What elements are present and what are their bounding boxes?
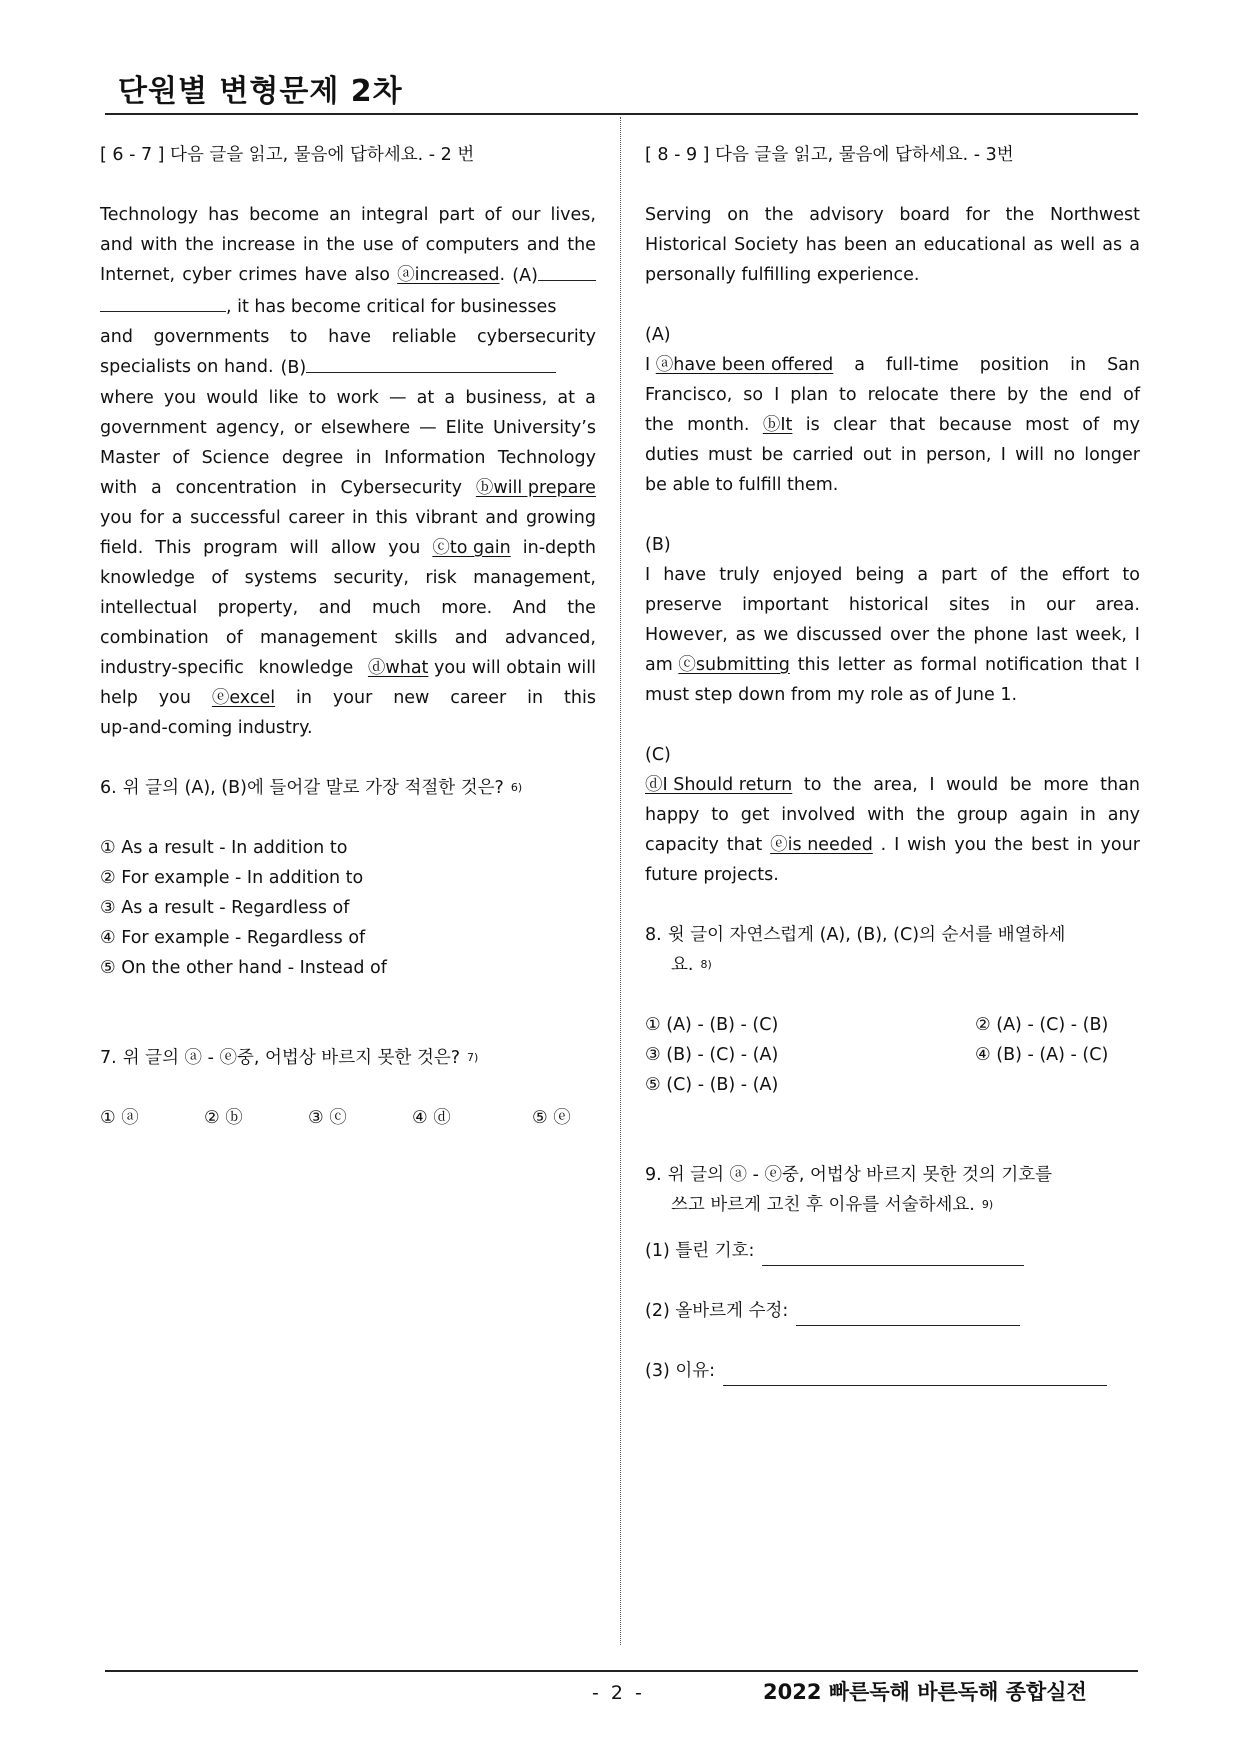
left-column — [100, 140, 596, 1133]
word: or — [293, 418, 312, 438]
word: sites — [948, 595, 990, 615]
word: in — [310, 478, 327, 498]
word: integral — [361, 205, 429, 225]
mark-b: ⓑwill prepare — [475, 478, 596, 498]
q7-option[interactable]: ② ⓑ — [204, 1108, 243, 1128]
word: your — [1100, 835, 1140, 855]
word: get — [740, 805, 770, 825]
word: our — [1046, 595, 1076, 615]
word: Historical — [645, 235, 727, 255]
word: vibrant — [415, 508, 478, 528]
word: Science — [201, 448, 270, 468]
word: end — [1079, 385, 1113, 405]
q8-option[interactable]: ① (A) - (B) - (C) — [645, 1015, 779, 1035]
q6-option[interactable]: ② For example - In addition to — [100, 868, 364, 888]
top-rule — [105, 113, 1138, 115]
word: with — [867, 805, 905, 825]
word: of — [1123, 385, 1140, 405]
word: a — [917, 565, 929, 585]
word: governments — [153, 327, 270, 347]
word: in — [1070, 355, 1087, 375]
word: longer — [1084, 445, 1140, 465]
word: must — [708, 445, 753, 465]
word: the — [1005, 205, 1035, 225]
mark-b: ⓑIt — [762, 415, 793, 435]
word: would — [206, 388, 259, 408]
text-line — [645, 440, 1140, 470]
right-column — [645, 140, 1140, 1386]
word: as — [1033, 235, 1054, 255]
q6-options — [100, 833, 596, 983]
question-7: 7. 위 글의 ⓐ - ⓔ중, 어법상 바르지 못한 것은? 7) — [100, 1048, 479, 1068]
mark-a: ⓐincreased — [397, 265, 500, 285]
word: our — [511, 205, 541, 225]
page-title: 단원별 변형문제 2차 — [118, 74, 403, 109]
word: in — [302, 235, 319, 255]
word: And — [512, 598, 547, 618]
word: for — [139, 508, 164, 528]
word: have — [663, 565, 707, 585]
word: truly — [719, 565, 760, 585]
q6-option[interactable]: ⑤ On the other hand - Instead of — [100, 958, 387, 978]
word: Master — [100, 448, 160, 468]
word: growing — [525, 508, 596, 528]
word: out — [862, 445, 892, 465]
answer-reason-blank[interactable] — [723, 1363, 1107, 1386]
word: I — [894, 835, 900, 855]
word: phone — [973, 625, 1029, 645]
word: carried — [792, 445, 854, 465]
word: to — [289, 327, 308, 347]
column-divider — [620, 117, 621, 1645]
word: enjoyed — [772, 565, 843, 585]
passage-2-part-b: (B) I have truly enjoyed being a part of the effort to preserve important historical sites in our area. However, as we discussed over the phone last week, I am ⓒsubmitting this letter as formal notification that I must step down from my role as of June 1. — [645, 535, 1140, 705]
word: wish — [907, 835, 947, 855]
word: a — [854, 355, 865, 375]
word: in — [296, 688, 312, 708]
word: security, — [333, 568, 409, 588]
word: program — [203, 538, 278, 558]
word: become — [249, 205, 320, 225]
word: Elite — [445, 418, 485, 438]
word: advanced, — [504, 628, 596, 648]
q7-option[interactable]: ④ ⓓ — [412, 1108, 451, 1128]
word: involved — [781, 805, 856, 825]
word: last — [1036, 625, 1068, 645]
q7-option[interactable]: ③ ⓒ — [308, 1108, 347, 1128]
word: the — [567, 598, 596, 618]
word: the — [326, 235, 356, 255]
word: concentration — [175, 478, 297, 498]
word: is — [805, 415, 820, 435]
text-line — [100, 623, 596, 653]
text-line — [100, 413, 596, 443]
word: Serving — [645, 205, 712, 225]
question-9: 9. 위 글의 ⓐ - ⓔ중, 어법상 바르지 못한 것의 기호를 쓰고 바르게 고친 후 이유를 서술하세요. 9) — [645, 1165, 1053, 1215]
word: most — [1025, 415, 1069, 435]
footer-title: 2022 빠른독해 바른독해 종합실전 — [763, 1680, 1087, 1704]
word: be — [761, 445, 784, 465]
word: agency, — [215, 418, 285, 438]
word: to — [839, 385, 857, 405]
word: been — [843, 235, 888, 255]
word: in — [1009, 595, 1026, 615]
word: week, — [1075, 625, 1127, 645]
passage-2-part-c: (C) ⓓI Should return to the area, I would be more than happy to get involved with the group again in any capacity that ⓔis needed . I wish you the best in your future projects. — [645, 745, 1140, 885]
question-6: 6. 위 글의 (A), (B)에 들어갈 말로 가장 적절한 것은? 6) — [100, 778, 523, 798]
word: of — [172, 448, 190, 468]
text-line — [100, 200, 596, 230]
word: well — [1060, 235, 1096, 255]
word: help — [100, 688, 138, 708]
word: of — [401, 235, 419, 255]
word: preserve — [645, 595, 722, 615]
word: and — [485, 508, 519, 528]
word: cybersecurity — [477, 327, 596, 347]
word: a — [1129, 235, 1140, 255]
word: lives, — [550, 205, 596, 225]
word: risk — [425, 568, 457, 588]
answer-wrong-symbol: (1) 틀린 기호: — [645, 1236, 1140, 1266]
word: Internet, — [100, 265, 176, 285]
word: career — [288, 508, 345, 528]
word: and — [100, 327, 133, 347]
word: best — [1031, 835, 1069, 855]
word: on — [727, 205, 750, 225]
word: This — [155, 538, 192, 558]
word: to — [711, 805, 729, 825]
text-line — [100, 593, 596, 623]
word: capacity — [645, 835, 719, 855]
word: the — [916, 805, 946, 825]
word: being — [855, 565, 905, 585]
mark-e: ⓔis needed — [770, 835, 873, 855]
passage-1: Technology has become an integral part of our lives, and with the increase in the use of computers and the Internet, cyber crimes have also ⓐincreased. (A) , it has become critical for businesses and governments to have reliable cybersecurity specialists on hand. (B) where you would like to work — at a business, at a government agency, or elsewhere — Elite University’s Master of Science degree in Information Technology with a concentration in Cybersecurity ⓑwill prepare you for a successful career in this vibrant and growing field. This program will allow you ⓒto gain in-depth knowledge of systems security, risk management, intellectual property, and much more. And the combination of management skills and advanced, industry-specific knowledge ⓓwhat you will obtain will help you ⓔexcel in your new career in this up-and-coming industry. — [100, 200, 596, 743]
word: the — [1019, 565, 1049, 585]
text-line — [100, 503, 596, 533]
answer-reason: (3) 이유: — [645, 1356, 1140, 1386]
word: to — [308, 388, 327, 408]
word: I — [1134, 625, 1140, 645]
q7-options — [100, 1103, 596, 1133]
text-line — [645, 230, 1140, 260]
mark-d: ⓓwhat — [367, 658, 429, 678]
q8-option[interactable]: ③ (B) - (C) - (A) — [645, 1045, 779, 1065]
word: has — [805, 235, 837, 255]
word: has — [208, 205, 240, 225]
text-line — [645, 620, 1140, 650]
word: reliable — [391, 327, 457, 347]
mark-e: ⓔexcel — [211, 688, 276, 708]
word: historical — [848, 595, 929, 615]
word: successful — [190, 508, 281, 528]
word: Technology — [100, 205, 199, 225]
word: group — [956, 805, 1008, 825]
word: use — [362, 235, 394, 255]
word: an — [329, 205, 351, 225]
word: career — [450, 688, 507, 708]
word: skills — [394, 628, 438, 648]
word: the — [1039, 385, 1069, 405]
text-line — [100, 563, 596, 593]
word: the — [567, 235, 596, 255]
word: computers — [425, 235, 520, 255]
blank-b: (B) — [281, 352, 557, 383]
word: management — [260, 628, 378, 648]
word: part — [438, 205, 475, 225]
word: happy — [645, 805, 700, 825]
q7-option[interactable]: ⑤ ⓔ — [532, 1108, 571, 1128]
word: with — [100, 478, 138, 498]
word: and — [318, 598, 352, 618]
word: educational — [923, 235, 1027, 255]
q8-option[interactable]: ④ (B) - (A) - (C) — [975, 1045, 1109, 1065]
word: elsewhere — [320, 418, 411, 438]
word: will — [1015, 445, 1045, 465]
word: part — [941, 565, 978, 585]
word: University’s — [493, 418, 596, 438]
word: that — [726, 835, 763, 855]
mark-a: ⓐhave been offered — [655, 355, 834, 375]
word: position — [979, 355, 1050, 375]
word: no — [1053, 445, 1076, 465]
word: again — [1019, 805, 1069, 825]
word: as — [892, 655, 913, 675]
word: over — [890, 625, 930, 645]
word: clear — [833, 415, 877, 435]
word: in — [352, 508, 368, 528]
word: Northwest — [1049, 205, 1140, 225]
mark-d: ⓓI Should return — [645, 775, 793, 795]
instruction-6-7: [ 6 - 7 ] 다음 글을 읽고, 물음에 답하세요. - 2 번 — [100, 145, 475, 165]
word: Technology — [497, 448, 596, 468]
word: with — [140, 235, 178, 255]
word: advisory — [809, 205, 884, 225]
text-line — [645, 200, 1140, 230]
word: plan — [790, 385, 829, 405]
word: the — [994, 835, 1024, 855]
word: much — [371, 598, 421, 618]
word: you — [388, 538, 421, 558]
word: formal — [920, 655, 978, 675]
word: would — [946, 775, 999, 795]
word: increase — [221, 235, 296, 255]
word: — — [419, 418, 437, 438]
word: the — [185, 235, 214, 255]
q8-option[interactable]: ⑤ (C) - (B) - (A) — [645, 1075, 779, 1095]
text-line — [645, 590, 1140, 620]
word: and — [526, 235, 560, 255]
word: full-time — [885, 355, 959, 375]
word: than — [1100, 775, 1140, 795]
answer-correction-blank[interactable] — [796, 1303, 1020, 1326]
word: will — [289, 538, 319, 558]
word: in — [900, 445, 917, 465]
word: the — [645, 415, 674, 435]
q6-option[interactable]: ① As a result - In addition to — [100, 838, 348, 858]
word: in — [1079, 805, 1096, 825]
word: to — [1122, 565, 1140, 585]
word: Information — [384, 448, 486, 468]
text-line — [100, 443, 596, 473]
word: you — [158, 688, 191, 708]
word: that — [1091, 655, 1127, 675]
word: this — [797, 655, 830, 675]
word: intellectual — [100, 598, 198, 618]
word: there — [949, 385, 996, 405]
word: this — [375, 508, 408, 528]
word: discussed — [796, 625, 883, 645]
text-line — [100, 230, 596, 260]
word: this — [564, 688, 596, 708]
answer-correction: (2) 올바르게 수정: — [645, 1296, 1140, 1326]
word: for — [965, 205, 990, 225]
word: of — [484, 205, 502, 225]
word: the — [764, 205, 794, 225]
word: Society — [734, 235, 799, 255]
word: in — [1076, 835, 1093, 855]
text-line — [645, 560, 1140, 590]
word: new — [393, 688, 430, 708]
word: degree — [281, 448, 344, 468]
word: where — [100, 388, 154, 408]
mark-c: ⓒto gain — [432, 538, 511, 558]
word: I — [929, 775, 935, 795]
q7-option[interactable]: ① ⓐ — [100, 1108, 139, 1128]
word: that — [889, 415, 926, 435]
text-line — [645, 380, 1140, 410]
word: of — [990, 565, 1007, 585]
word: I — [645, 565, 651, 585]
word: in — [355, 448, 372, 468]
word: letter — [837, 655, 885, 675]
word: relocate — [867, 385, 939, 405]
word: field. — [100, 538, 144, 558]
page-number: - 2 - — [592, 1682, 645, 1704]
word: an — [894, 235, 917, 255]
word: in — [527, 688, 544, 708]
q6-option[interactable]: ④ For example - Regardless of — [100, 928, 366, 948]
word: as — [735, 625, 756, 645]
word: at — [416, 388, 435, 408]
word: crimes — [238, 265, 298, 285]
word: like — [268, 388, 299, 408]
word: I — [774, 385, 780, 405]
word: a — [171, 508, 183, 528]
word: my — [1112, 415, 1140, 435]
text-line — [645, 800, 1140, 830]
passage-2-intro: Serving on the advisory board for the Northwest Historical Society has been an educational as well as a personally fulfilling experience. — [645, 200, 1140, 290]
word: as — [1102, 235, 1123, 255]
word: person, — [925, 445, 992, 465]
word: to — [803, 775, 822, 795]
word: of — [211, 568, 229, 588]
blank-a: (A) — [512, 260, 596, 291]
word: you — [954, 835, 987, 855]
text-line — [100, 383, 596, 413]
word: you — [163, 388, 197, 408]
word: notification — [984, 655, 1084, 675]
word: have — [304, 265, 348, 285]
word: be — [1009, 775, 1032, 795]
word: combination — [100, 628, 209, 648]
word: any — [1107, 805, 1140, 825]
word: property, — [217, 598, 299, 618]
instruction-8-9: [ 8 - 9 ] 다음 글을 읽고, 물음에 답하세요. - 3번 — [645, 145, 1014, 165]
word: of — [1082, 415, 1100, 435]
word: a — [444, 388, 456, 408]
word: duties — [645, 445, 699, 465]
word: . — [880, 835, 887, 855]
word: by — [1006, 385, 1029, 405]
word: a — [151, 478, 162, 498]
word: month. — [687, 415, 750, 435]
q8-options — [645, 1010, 1140, 1100]
word: have — [328, 327, 372, 347]
word: more — [1043, 775, 1089, 795]
word: so — [743, 385, 764, 405]
word: cyber — [182, 265, 232, 285]
word: because — [938, 415, 1012, 435]
word: area, — [873, 775, 918, 795]
text-line — [100, 322, 596, 352]
word: important — [742, 595, 829, 615]
word: knowledge — [100, 568, 195, 588]
word: — — [388, 388, 407, 408]
bottom-rule — [105, 1670, 1138, 1672]
word: However, — [645, 625, 728, 645]
word: and — [100, 235, 133, 255]
word: you — [100, 508, 133, 528]
word: more. — [441, 598, 493, 618]
word: a — [585, 388, 596, 408]
word: effort — [1061, 565, 1110, 585]
word: the — [936, 625, 966, 645]
word: systems — [244, 568, 318, 588]
word: I — [1134, 655, 1140, 675]
word: also — [354, 265, 390, 285]
word: Francisco, — [645, 385, 733, 405]
word: knowledge — [258, 658, 354, 678]
word: we — [763, 625, 789, 645]
word: the — [832, 775, 862, 795]
word: government — [100, 418, 207, 438]
word: business, — [465, 388, 548, 408]
passage-2-part-a: (A) I ⓐhave been offered a full-time position in San Francisco, so I plan to relocate there by the end of the month. ⓑIt is clear that because most of my duties must be carried out in person, I will no longer be able to fulfill them. — [645, 325, 1140, 495]
word: San — [1107, 355, 1140, 375]
word: area. — [1095, 595, 1140, 615]
word: allow — [330, 538, 377, 558]
q8-option[interactable]: ② (A) - (C) - (B) — [975, 1015, 1109, 1035]
word: at — [557, 388, 575, 408]
word: I — [1000, 445, 1006, 465]
word: industry-specific — [100, 658, 244, 678]
word: your — [332, 688, 373, 708]
word: and — [454, 628, 488, 648]
word: work — [336, 388, 379, 408]
word: of — [225, 628, 243, 648]
blank-a-cont — [100, 291, 226, 312]
answer-wrong-symbol-blank[interactable] — [762, 1243, 1024, 1266]
question-8: 8. 윗 글이 자연스럽게 (A), (B), (C)의 순서를 배열하세 요. 8) — [645, 925, 1066, 975]
word: Cybersecurity — [340, 478, 463, 498]
word: management, — [473, 568, 596, 588]
mark-c: ⓒsubmitting — [678, 655, 790, 675]
word: board — [899, 205, 950, 225]
q6-option[interactable]: ③ As a result - Regardless of — [100, 898, 350, 918]
